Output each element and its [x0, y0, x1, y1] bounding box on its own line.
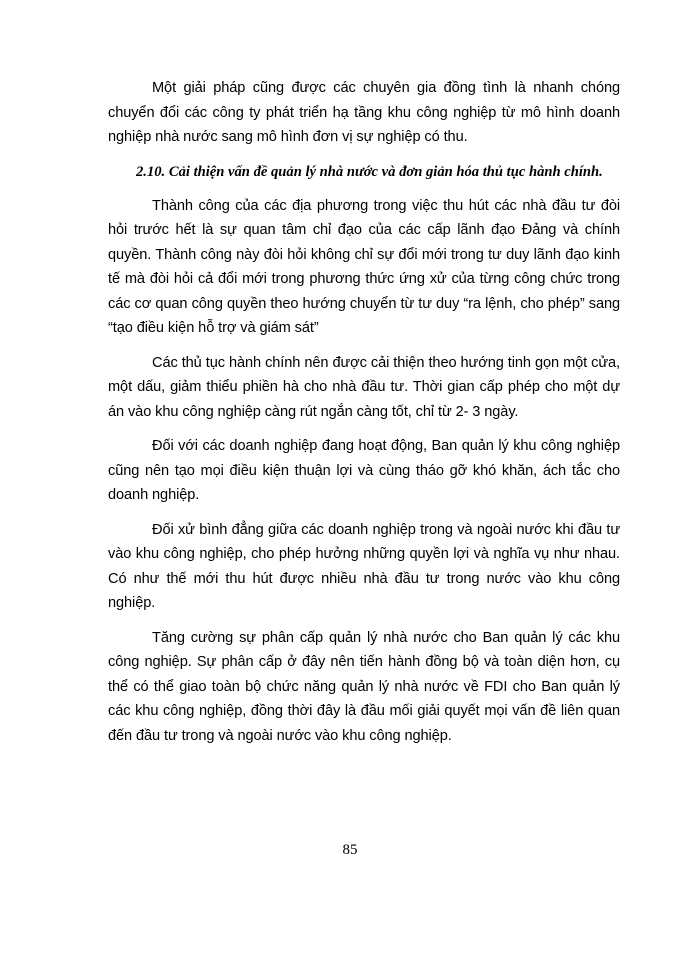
document-body	[108, 76, 620, 758]
intro-paragraph: Một giải pháp cũng được các chuyên gia đồng tình là nhanh chóng chuyển đổi các công ty phát triển hạ tầng khu công nghiệp từ mô hình doanh nghiệp nhà nước sang mô hình đơn vị sự nghiệp có thu.	[108, 80, 620, 145]
paragraph-5: Tăng cường sự phân cấp quản lý nhà nước cho Ban quản lý các khu công nghiệp. Sự phân cấp ở đây nên tiến hành đồng bộ và toàn diện hơn, cụ thể có thể giao toàn bộ chức năng quản lý nhà nước về FDI cho Ban quản lý các khu công nghiệp, đồng thời đây là đầu mối giải quyết mọi vấn đề liên quan đến đầu tư trong và ngoài nước vào khu công nghiệp.	[108, 629, 620, 744]
paragraph-3: Đối với các doanh nghiệp đang hoạt động, Ban quản lý khu công nghiệp cũng nên tạo mọi điều kiện thuận lợi và cùng tháo gỡ khó khăn, ách tắc cho doanh nghiệp.	[108, 438, 620, 503]
paragraph-4: Đối xử bình đẳng giữa các doanh nghiệp trong và ngoài nước khi đầu tư vào khu công nghiệp, cho phép hưởng những quyền lợi và nghĩa vụ như nhau. Có như thế mới thu hút được nhiều nhà đầu tư trong nước vào khu công nghiệp.	[108, 521, 620, 611]
section-heading: 2.10. Cải thiện vấn đề quản lý nhà nước và đơn giản hóa thủ tục hành chính.	[136, 163, 603, 180]
paragraph-2: Các thủ tục hành chính nên được cải thiện theo hướng tinh gọn một cửa, một dấu, giảm thiểu phiền hà cho nhà đầu tư. Thời gian cấp phép cho một dự án vào khu công nghiệp càng rút ngắn càng tốt, chỉ từ 2- 3 ngày.	[108, 354, 620, 420]
page-number: 85	[342, 842, 358, 858]
paragraph-1: Thành công của các địa phương trong việc thu hút các nhà đầu tư đòi hỏi trước hết là sự quan tâm chỉ đạo của các cấp lãnh đạo Đảng và chính quyền. Thành công này đòi hỏi không chỉ sự đổi mới trong tư duy lãnh đạo kinh tế mà đòi hỏi cả đổi mới trong phương thức ứng xử của từng công chức trong các cơ quan công quyền theo hướng chuyển từ tư duy “ra lệnh, cho phép” sang “tạo điều kiện hỗ trợ và giám sát”	[108, 197, 620, 336]
